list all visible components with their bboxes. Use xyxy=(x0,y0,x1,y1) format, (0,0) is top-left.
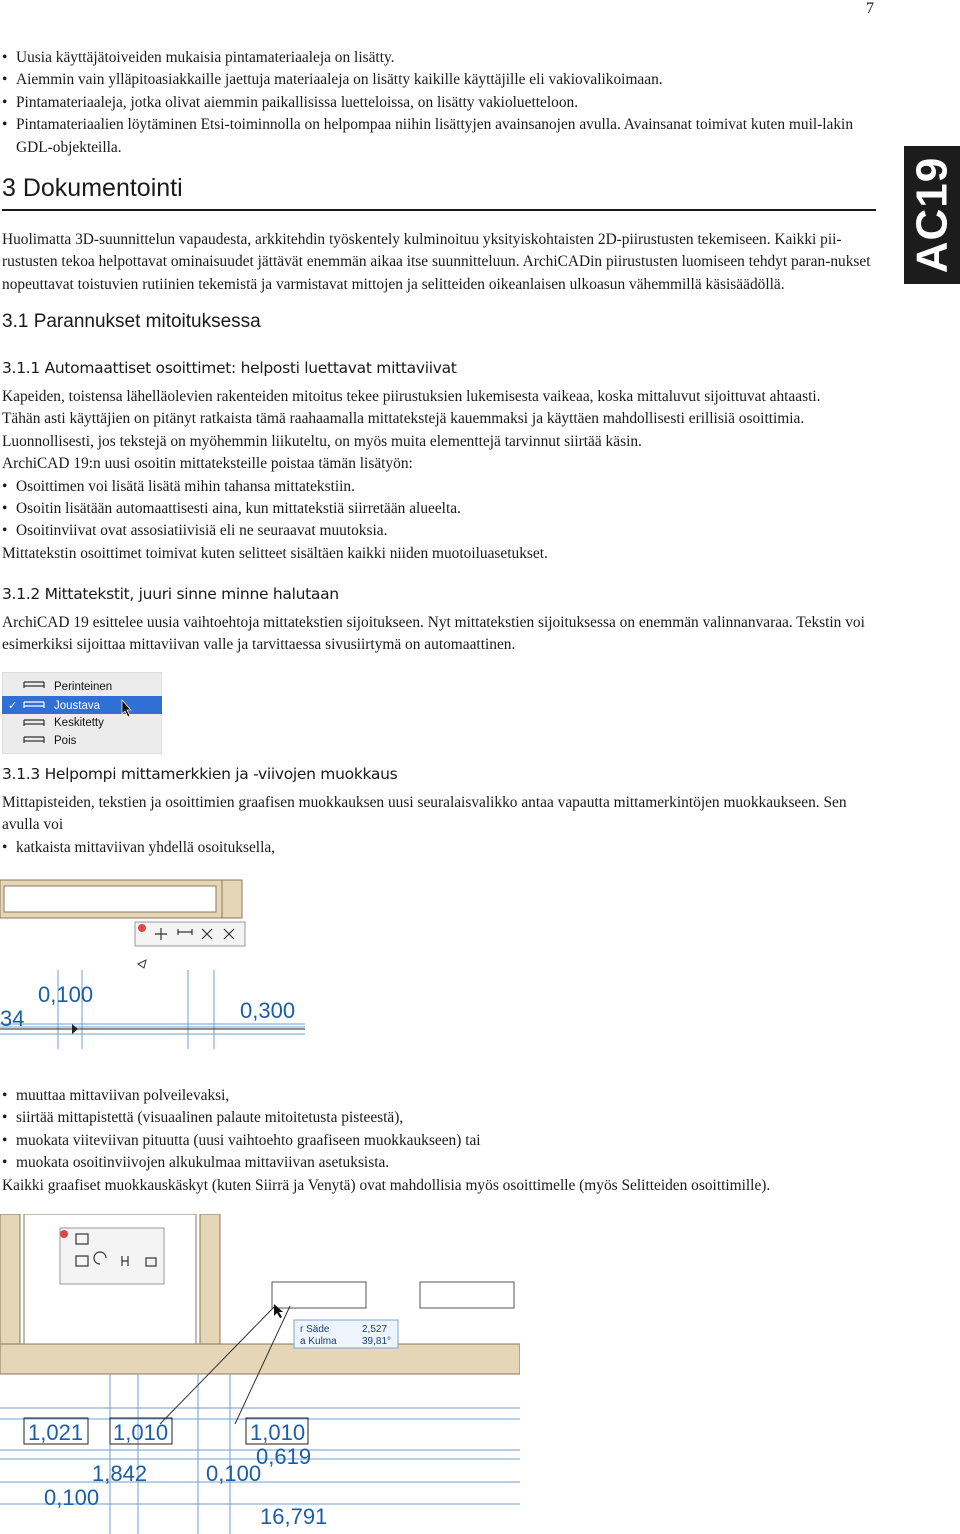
dimension-value: 0,300 xyxy=(240,998,296,1023)
dimension-value: 34 xyxy=(0,1006,25,1031)
list-item: • Pintamateriaaleja, jotka olivat aiemmin paikallisissa luetteloissa, on lisätty vakioluetteloon. xyxy=(2,92,878,114)
list-item: • muokata viiteviivan pituutta (uusi vaihtoehto graafiseen muokkaukseen) tai xyxy=(2,1130,878,1152)
dimension-value: 1,010 xyxy=(250,1420,306,1445)
close-icon[interactable] xyxy=(60,1230,68,1238)
list-item: • siirtää mittapistettä (visuaalinen palaute mitoitetusta pisteestä), xyxy=(2,1107,878,1129)
list-item-text: Pintamateriaalien löytäminen Etsi-toiminnolla on helpompaa niihin lisättyjen avainsanojen avulla. Avainsanat toimivat kuten muil-lakin GDL-objekteilla. xyxy=(16,116,854,156)
list-item: • muuttaa mittaviivan polveilevaksi, xyxy=(2,1085,878,1107)
list-item: • Osoittimen voi lisätä lisätä mihin tahansa mittatekstiin. xyxy=(2,476,878,498)
paragraph: Huolimatta 3D-suunnittelun vapaudesta, arkkitehdin työskentely kulminoituu yksityiskohtaisten 2D-piirustusten tekemiseen. Kaikki pii-rustusten tekoa helpottavat ominaisuudet jättävät enemmän aikaa itse suunnitteluun. ArchiCADin piirustusten luomiseen tehdyt paran-nukset nopeuttavat toistuvien rutiinien tekemistä ja varmistavat mittojen ja selitteiden oikeanlaisen ulkoasun vähemmillä käsisäädöllä. xyxy=(2,231,871,293)
dimension-value: 1,021 xyxy=(28,1420,84,1445)
intro-bullets xyxy=(2,47,878,159)
section-heading-3: 3 Dokumentointi xyxy=(2,174,876,211)
list-item: • Aiemmin vain ylläpitoasiakkaille jaettuja materiaaleja on lisätty kaikille käyttäjille eli vakiovalikoimaan. xyxy=(2,69,878,91)
menu-item-label: Perinteinen xyxy=(54,681,113,693)
paragraph: Mittatekstin osoittimet toimivat kuten selitteet sisältäen kaikki niiden muotoiluasetukset. xyxy=(2,544,548,562)
side-tab-label: AC19 xyxy=(907,156,956,274)
list-item: • Uusia käyttäjätoiveiden mukaisia pintamateriaaleja on lisätty. xyxy=(2,47,878,69)
paragraph: Kapeiden, toistensa lähelläolevien rakenteiden mitoitus tekee piirustuksien lukemisesta vaikeaa, koska mittaluvut sijoittuvat ahtaasti. xyxy=(2,388,821,405)
figure-pointer-editing xyxy=(0,1214,520,1534)
dimension-value: 0,100 xyxy=(206,1461,262,1486)
paragraph: Tähän asti käyttäjien on pitänyt ratkaista tämä raahaamalla mittatekstejä kauemmaksi ja käyttäen mahdollisesti erillisiä osoittimia. xyxy=(2,410,805,428)
dimension-value: 0,619 xyxy=(256,1444,312,1469)
dimension-value: 0,100 xyxy=(44,1485,100,1510)
paragraph: ArchiCAD 19:n uusi osoitin mittateksteille poistaa tämän lisätyön: xyxy=(2,455,413,473)
menu-item-label: Keskitetty xyxy=(54,717,104,729)
section-heading-3-1: 3.1 Parannukset mitoituksessa xyxy=(2,311,261,332)
list-item: • muokata osoitinviivojen alkukulmaa mittaviivan asetuksista. xyxy=(2,1152,878,1174)
menu-item-label: Pois xyxy=(54,735,77,747)
list-item: • Osoitinviivat ovat assosiatiivisiä eli ne seuraavat muutoksia. xyxy=(2,520,878,542)
info-tag-value: 2,527 xyxy=(362,1324,388,1335)
dimension-value: 1,842 xyxy=(92,1461,148,1486)
list-item: • katkaista mittaviivan yhdellä osoituksella, xyxy=(2,837,878,859)
check-icon: ✓ xyxy=(8,699,18,712)
list-item xyxy=(2,114,878,159)
paragraph: Kaikki graafiset muokkauskäskyt (kuten Siirrä ja Venytä) ovat mahdollisia myös osoittimelle (myös Selitteiden osoittimille). xyxy=(2,1176,771,1194)
section-heading-3-1-2: 3.1.2 Mittatekstit, juuri sinne minne halutaan xyxy=(2,585,339,603)
info-tag-label: a Kulma xyxy=(300,1336,337,1347)
section313-body xyxy=(2,792,878,859)
close-icon[interactable] xyxy=(138,924,146,932)
side-tab xyxy=(904,146,960,284)
paragraph: Mittapisteiden, tekstien ja osoittimien graafisen muokkauksen uusi seuralaisvalikko antaa vapautta mittamerkintöjen muokkaukseen. Sen avulla voi xyxy=(2,794,847,834)
dimension-value: 0,100 xyxy=(38,982,94,1007)
section311-body xyxy=(2,386,878,565)
paragraph: ArchiCAD 19 esittelee uusia vaihtoehtoja mittatekstien sijoitukseen. Nyt mittatekstien sijoituksessa on enemmän valinnanvaraa. Tekstin voi esimerkiksi sijoittaa mittaviivan valle ja tarvittaessa sivusiirtymä on automaattinen. xyxy=(2,614,865,654)
paragraph: Luonnollisesti, jos tekstejä on myöhemmin liikuteltu, on myös muita elementtejä tarvinnut siirtää käsin. xyxy=(2,432,642,450)
list-item: • Osoitin lisätään automaattisesti aina, kun mittatekstiä siirretään alueelta. xyxy=(2,498,878,520)
dimension-placement-menu xyxy=(2,672,162,754)
section-heading-3-1-1: 3.1.1 Automaattiset osoittimet: helposti luettavat mittaviivat xyxy=(2,359,457,377)
info-tag-label: r Säde xyxy=(300,1324,330,1335)
dimension-value: 16,791 xyxy=(260,1504,328,1529)
page-number: 7 xyxy=(866,0,874,17)
info-tag-value: 39,81° xyxy=(362,1336,392,1347)
section312-body xyxy=(2,612,878,657)
dimension-value: 1,010 xyxy=(113,1420,169,1445)
menu-item-label: Joustava xyxy=(54,700,101,712)
figure-split-dimension xyxy=(0,874,305,1049)
menu-item-joustava[interactable] xyxy=(2,696,162,717)
section3-paragraph xyxy=(2,229,878,296)
section-heading-3-1-3: 3.1.3 Helpompi mittamerkkien ja -viivojen muokkaus xyxy=(2,765,398,783)
section313-body-2 xyxy=(2,1085,878,1197)
